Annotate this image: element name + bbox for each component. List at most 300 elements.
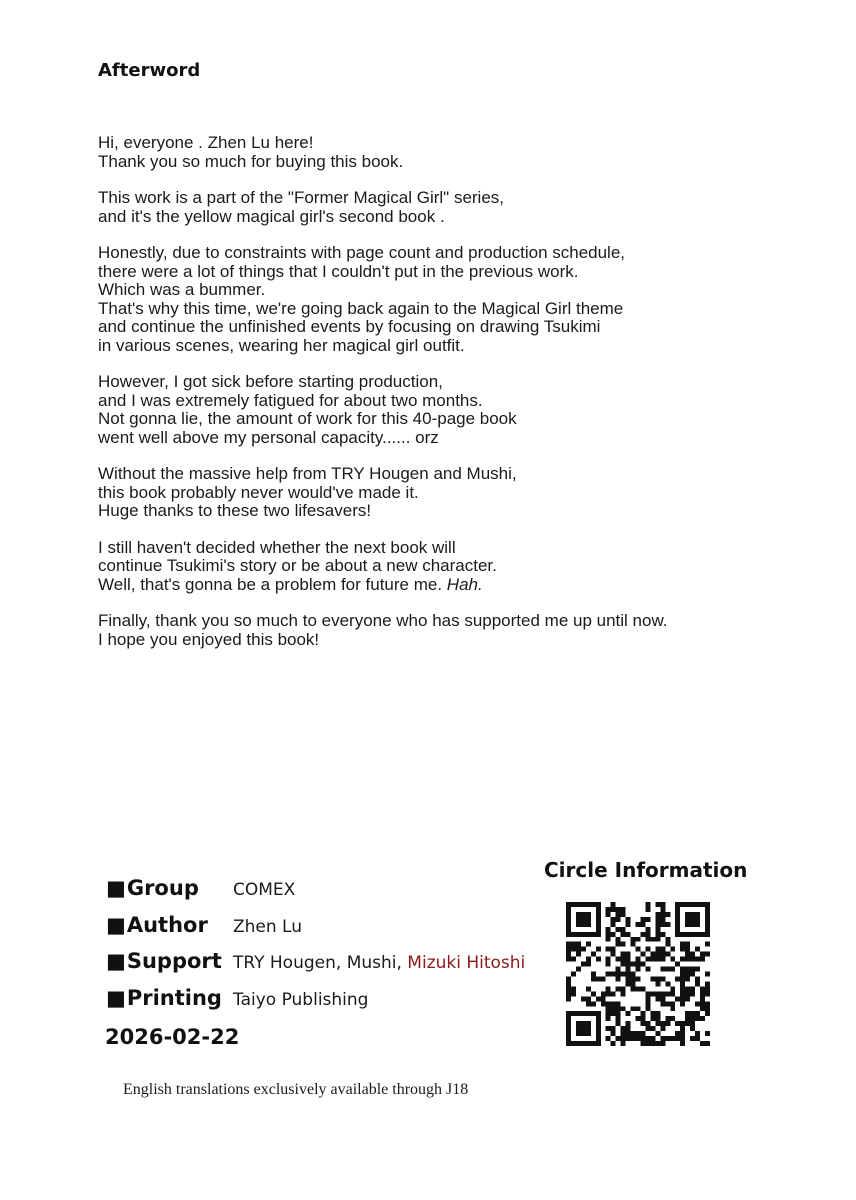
qr-module — [690, 1021, 695, 1026]
qr-module — [616, 986, 621, 991]
qr-module — [705, 1006, 710, 1011]
qr-module — [621, 932, 626, 937]
qr-module — [645, 1001, 650, 1006]
square-bullet-icon: ■ — [106, 912, 126, 937]
qr-module — [611, 902, 616, 907]
qr-module — [705, 1001, 710, 1006]
qr-module — [695, 1031, 700, 1036]
qr-module — [650, 991, 655, 996]
qr-module — [631, 1031, 636, 1036]
qr-module — [586, 986, 591, 991]
qr-module — [680, 967, 685, 972]
qr-module — [655, 991, 660, 996]
text-line: this book probably never would've made it. — [98, 482, 419, 502]
paragraph-thanks-helpers — [98, 465, 798, 521]
qr-module — [695, 967, 700, 972]
qr-module — [690, 972, 695, 977]
colophon-row-support — [106, 949, 525, 986]
qr-module — [665, 922, 670, 927]
qr-module — [700, 991, 705, 996]
qr-module — [675, 1036, 680, 1041]
qr-module — [621, 972, 626, 977]
qr-module — [645, 1006, 650, 1011]
qr-module — [700, 996, 705, 1001]
qr-module — [640, 1011, 645, 1016]
qr-module — [640, 1036, 645, 1041]
qr-module — [675, 996, 680, 1001]
qr-module — [655, 957, 660, 962]
qr-module — [566, 991, 571, 996]
text-line: Not gonna lie, the amount of work for this 40-page book — [98, 409, 517, 428]
qr-module — [566, 976, 571, 981]
qr-module — [626, 917, 631, 922]
qr-module — [611, 1026, 616, 1031]
qr-module — [621, 1006, 626, 1011]
qr-module — [695, 1001, 700, 1006]
text-line: That's why this time, we're going back again to the Magical Girl theme — [98, 298, 624, 318]
qr-module — [685, 972, 690, 977]
qr-module — [606, 991, 611, 996]
qr-module — [640, 986, 645, 991]
qr-module — [636, 1031, 641, 1036]
qr-module — [645, 902, 650, 907]
qr-module — [626, 962, 631, 967]
colophon-key — [106, 986, 233, 1010]
qr-module — [616, 912, 621, 917]
colophon-row-group — [106, 876, 525, 913]
qr-module — [685, 976, 690, 981]
qr-module — [695, 981, 700, 986]
qr-module — [591, 952, 596, 957]
qr-module — [665, 952, 670, 957]
qr-module — [685, 967, 690, 972]
qr-module — [621, 986, 626, 991]
qr-module — [606, 986, 611, 991]
qr-module — [566, 986, 571, 991]
qr-module — [586, 1001, 591, 1006]
qr-module — [645, 1021, 650, 1026]
qr-module — [655, 932, 660, 937]
qr-module — [626, 952, 631, 957]
qr-module — [650, 1036, 655, 1041]
qr-module — [616, 937, 621, 942]
qr-module — [675, 1021, 680, 1026]
qr-module — [611, 907, 616, 912]
qr-module — [606, 1006, 611, 1011]
qr-module — [690, 1036, 695, 1041]
qr-module — [665, 1021, 670, 1026]
qr-module — [660, 957, 665, 962]
qr-module — [660, 922, 665, 927]
qr-module — [670, 947, 675, 952]
qr-module — [640, 1016, 645, 1021]
text-line: continue Tsukimi's story or be about a new character. — [98, 556, 497, 575]
qr-module — [655, 1011, 660, 1016]
qr-module — [680, 981, 685, 986]
qr-module — [685, 947, 690, 952]
qr-module — [660, 1026, 665, 1031]
qr-module — [621, 962, 626, 967]
qr-module — [616, 967, 621, 972]
qr-module — [601, 1001, 606, 1006]
qr-module — [566, 981, 571, 986]
qr-module — [626, 1036, 631, 1041]
qr-module — [576, 947, 581, 952]
qr-module — [566, 947, 571, 952]
qr-module — [645, 932, 650, 937]
qr-module — [660, 1001, 665, 1006]
qr-module — [665, 1036, 670, 1041]
qr-module — [621, 1031, 626, 1036]
qr-module — [645, 967, 650, 972]
text-line: in various scenes, wearing her magical girl outfit. — [98, 335, 465, 355]
qr-module — [660, 912, 665, 917]
qr-module — [665, 942, 670, 947]
qr-module — [636, 986, 641, 991]
qr-module — [690, 952, 695, 957]
qr-code-icon[interactable] — [566, 902, 710, 1046]
qr-module — [601, 976, 606, 981]
qr-module — [606, 1016, 611, 1021]
qr-module — [645, 1026, 650, 1031]
qr-module — [616, 1021, 621, 1026]
paragraph-constraints — [98, 244, 798, 355]
qr-module — [611, 1011, 616, 1016]
qr-module — [626, 981, 631, 986]
text-line — [98, 576, 798, 595]
qr-module — [695, 947, 700, 952]
qr-module — [660, 1036, 665, 1041]
qr-module — [626, 957, 631, 962]
qr-module — [631, 972, 636, 977]
colophon-key-label: Author — [126, 912, 208, 937]
qr-module — [581, 947, 586, 952]
colophon-key-label: Support — [126, 949, 222, 973]
qr-module — [586, 996, 591, 1001]
qr-module — [700, 1016, 705, 1021]
qr-module — [670, 967, 675, 972]
qr-module — [700, 1006, 705, 1011]
qr-module — [581, 996, 586, 1001]
qr-module — [690, 1016, 695, 1021]
qr-module — [636, 1016, 641, 1021]
text-line: and I was extremely fatigued for about two months. — [98, 390, 483, 410]
qr-module — [680, 976, 685, 981]
qr-module — [566, 957, 571, 962]
qr-module — [660, 952, 665, 957]
qr-module — [606, 937, 611, 942]
qr-module — [631, 986, 636, 991]
qr-module — [636, 1006, 641, 1011]
qr-module — [680, 947, 685, 952]
qr-module — [606, 962, 611, 967]
qr-module — [690, 967, 695, 972]
qr-module — [645, 917, 650, 922]
qr-module — [680, 996, 685, 1001]
qr-module — [621, 942, 626, 947]
qr-module — [655, 996, 660, 1001]
qr-module — [606, 932, 611, 937]
text-line: Huge thanks to these two lifesavers! — [98, 501, 372, 520]
qr-module — [606, 1026, 611, 1031]
qr-module — [616, 1016, 621, 1021]
qr-module — [616, 972, 621, 977]
qr-module — [660, 917, 665, 922]
qr-module — [680, 1026, 685, 1031]
qr-module — [705, 981, 710, 986]
qr-module — [631, 981, 636, 986]
qr-module — [705, 986, 710, 991]
qr-module — [645, 1036, 650, 1041]
qr-module — [655, 1031, 660, 1036]
qr-module — [685, 1016, 690, 1021]
qr-module — [621, 991, 626, 996]
qr-module — [680, 1031, 685, 1036]
qr-module — [606, 912, 611, 917]
qr-module — [665, 937, 670, 942]
qr-module — [685, 957, 690, 962]
qr-module — [606, 947, 611, 952]
square-bullet-icon: ■ — [106, 949, 126, 973]
qr-module — [626, 932, 631, 937]
qr-module — [660, 996, 665, 1001]
qr-module — [655, 1016, 660, 1021]
qr-module — [631, 1006, 636, 1011]
qr-module — [665, 991, 670, 996]
qr-module — [685, 991, 690, 996]
qr-module — [626, 972, 631, 977]
qr-module — [645, 957, 650, 962]
publication-date: 2026-02-22 — [105, 1025, 240, 1049]
qr-module — [650, 1041, 655, 1046]
qr-module — [705, 952, 710, 957]
text-line: went well above my personal capacity...... orz — [98, 427, 439, 447]
qr-module — [581, 962, 586, 967]
qr-module — [571, 991, 576, 996]
qr-module — [640, 922, 645, 927]
qr-module — [650, 1026, 655, 1031]
qr-module — [650, 957, 655, 962]
qr-module — [626, 976, 631, 981]
qr-module — [626, 1011, 631, 1016]
qr-module — [655, 1041, 660, 1046]
square-bullet-icon: ■ — [106, 876, 126, 900]
text-line-italic: Hah. — [446, 574, 483, 594]
qr-module — [566, 942, 571, 947]
qr-module — [705, 991, 710, 996]
circle-info-title: Circle Information — [544, 858, 748, 882]
qr-module — [675, 962, 680, 967]
colophon-key — [106, 949, 233, 973]
qr-module — [586, 962, 591, 967]
qr-module — [660, 932, 665, 937]
qr-module — [650, 937, 655, 942]
text-line: Without the massive help from TRY Hougen and Mushi, — [98, 464, 517, 483]
qr-module — [591, 1001, 596, 1006]
colophon-value-text: TRY Hougen, Mushi, — [233, 953, 408, 973]
qr-module — [685, 1011, 690, 1016]
qr-module — [645, 991, 650, 996]
translation-note: English translations exclusively available through J18 — [123, 1081, 469, 1098]
qr-module — [665, 1016, 670, 1021]
text-line: However, I got sick before starting production, — [98, 372, 443, 391]
qr-module — [700, 1001, 705, 1006]
paragraph-closing — [98, 612, 798, 649]
qr-module — [670, 1006, 675, 1011]
qr-module — [621, 1036, 626, 1041]
qr-module — [626, 1031, 631, 1036]
colophon-key-label: Printing — [126, 985, 222, 1010]
text-line: Honestly, due to constraints with page count and production schedule, — [98, 243, 626, 262]
qr-module — [571, 947, 576, 952]
qr-module — [611, 1001, 616, 1006]
qr-module — [685, 1021, 690, 1026]
qr-module — [636, 962, 641, 967]
qr-module — [596, 976, 601, 981]
qr-module — [660, 947, 665, 952]
text-line: This work is a part of the "Former Magical Girl" series, — [98, 188, 505, 207]
qr-module — [631, 942, 636, 947]
qr-module — [636, 957, 641, 962]
qr-module — [655, 927, 660, 932]
qr-module — [660, 902, 665, 907]
qr-module — [665, 967, 670, 972]
qr-module — [685, 952, 690, 957]
qr-module — [670, 991, 675, 996]
qr-module — [645, 907, 650, 912]
qr-module — [670, 957, 675, 962]
page-title: Afterword — [98, 60, 201, 81]
qr-module — [680, 957, 685, 962]
qr-module — [640, 1041, 645, 1046]
qr-module — [680, 991, 685, 996]
qr-module — [650, 1011, 655, 1016]
qr-module — [685, 942, 690, 947]
qr-module — [596, 957, 601, 962]
text-line: I still haven't decided whether the next book will — [98, 537, 456, 557]
qr-module — [606, 957, 611, 962]
qr-module — [705, 942, 710, 947]
text-line: I hope you enjoyed this book! — [98, 629, 320, 649]
qr-module — [655, 912, 660, 917]
colophon-value — [233, 953, 525, 973]
qr-module — [650, 952, 655, 957]
qr-module — [571, 957, 576, 962]
text-line: Hi, everyone . Zhen Lu here! — [98, 133, 314, 152]
qr-module — [665, 981, 670, 986]
qr-module — [705, 1031, 710, 1036]
qr-module — [636, 937, 641, 942]
qr-module — [636, 967, 641, 972]
qr-module — [690, 991, 695, 996]
qr-module — [611, 1041, 616, 1046]
qr-module — [675, 1031, 680, 1036]
qr-module — [611, 922, 616, 927]
qr-module — [655, 922, 660, 927]
qr-module — [611, 972, 616, 977]
qr-module — [616, 917, 621, 922]
qr-module — [636, 1036, 641, 1041]
square-bullet-icon: ■ — [106, 985, 126, 1010]
qr-module — [695, 976, 700, 981]
qr-module — [606, 1036, 611, 1041]
qr-module — [611, 917, 616, 922]
qr-module — [660, 976, 665, 981]
qr-module — [680, 1021, 685, 1026]
qr-module — [680, 1001, 685, 1006]
qr-module — [611, 991, 616, 996]
colophon-key-label: Group — [126, 876, 199, 900]
qr-module — [650, 976, 655, 981]
qr-module — [576, 952, 581, 957]
qr-module — [645, 1041, 650, 1046]
colophon-table — [106, 876, 525, 1022]
qr-module — [680, 1036, 685, 1041]
qr-module — [640, 932, 645, 937]
qr-module — [655, 947, 660, 952]
qr-module — [616, 942, 621, 947]
text-line: and continue the unfinished events by focusing on drawing Tsukimi — [98, 317, 601, 336]
qr-module — [665, 912, 670, 917]
qr-module — [616, 1011, 621, 1016]
qr-module — [631, 1036, 636, 1041]
qr-module — [645, 996, 650, 1001]
colophon-value: COMEX — [233, 880, 296, 900]
qr-module — [670, 1036, 675, 1041]
qr-module — [566, 996, 571, 1001]
qr-module — [680, 942, 685, 947]
qr-module — [695, 1011, 700, 1016]
qr-module — [631, 976, 636, 981]
qr-module — [596, 996, 601, 1001]
qr-module — [655, 976, 660, 981]
colophon-key — [106, 876, 233, 900]
qr-module — [700, 952, 705, 957]
qr-module — [616, 1006, 621, 1011]
text-line: Finally, thank you so much to everyone who has supported me up until now. — [98, 611, 668, 630]
colophon-key — [106, 913, 233, 937]
qr-module — [695, 957, 700, 962]
qr-module — [655, 1021, 660, 1026]
qr-module — [690, 1026, 695, 1031]
qr-module — [606, 907, 611, 912]
qr-module — [571, 942, 576, 947]
qr-module — [705, 972, 710, 977]
qr-module — [611, 1031, 616, 1036]
qr-module — [700, 986, 705, 991]
qr-module — [640, 952, 645, 957]
qr-module — [675, 976, 680, 981]
colophon-value: Taiyo Publishing — [233, 989, 369, 1010]
qr-module — [621, 907, 626, 912]
qr-module — [621, 952, 626, 957]
text-line: there were a lot of things that I couldn't put in the previous work. — [98, 261, 579, 281]
qr-module — [695, 1036, 700, 1041]
qr-module — [586, 942, 591, 947]
qr-module — [665, 1001, 670, 1006]
qr-module — [705, 1041, 710, 1046]
text-line: Which was a bummer. — [98, 280, 266, 299]
qr-module — [591, 972, 596, 977]
qr-module — [655, 952, 660, 957]
qr-module — [611, 932, 616, 937]
colophon-row-author — [106, 913, 525, 950]
qr-module — [571, 972, 576, 977]
text-line: Thank you so much for buying this book. — [98, 151, 404, 171]
qr-module — [636, 947, 641, 952]
qr-module — [621, 1026, 626, 1031]
qr-module — [621, 927, 626, 932]
